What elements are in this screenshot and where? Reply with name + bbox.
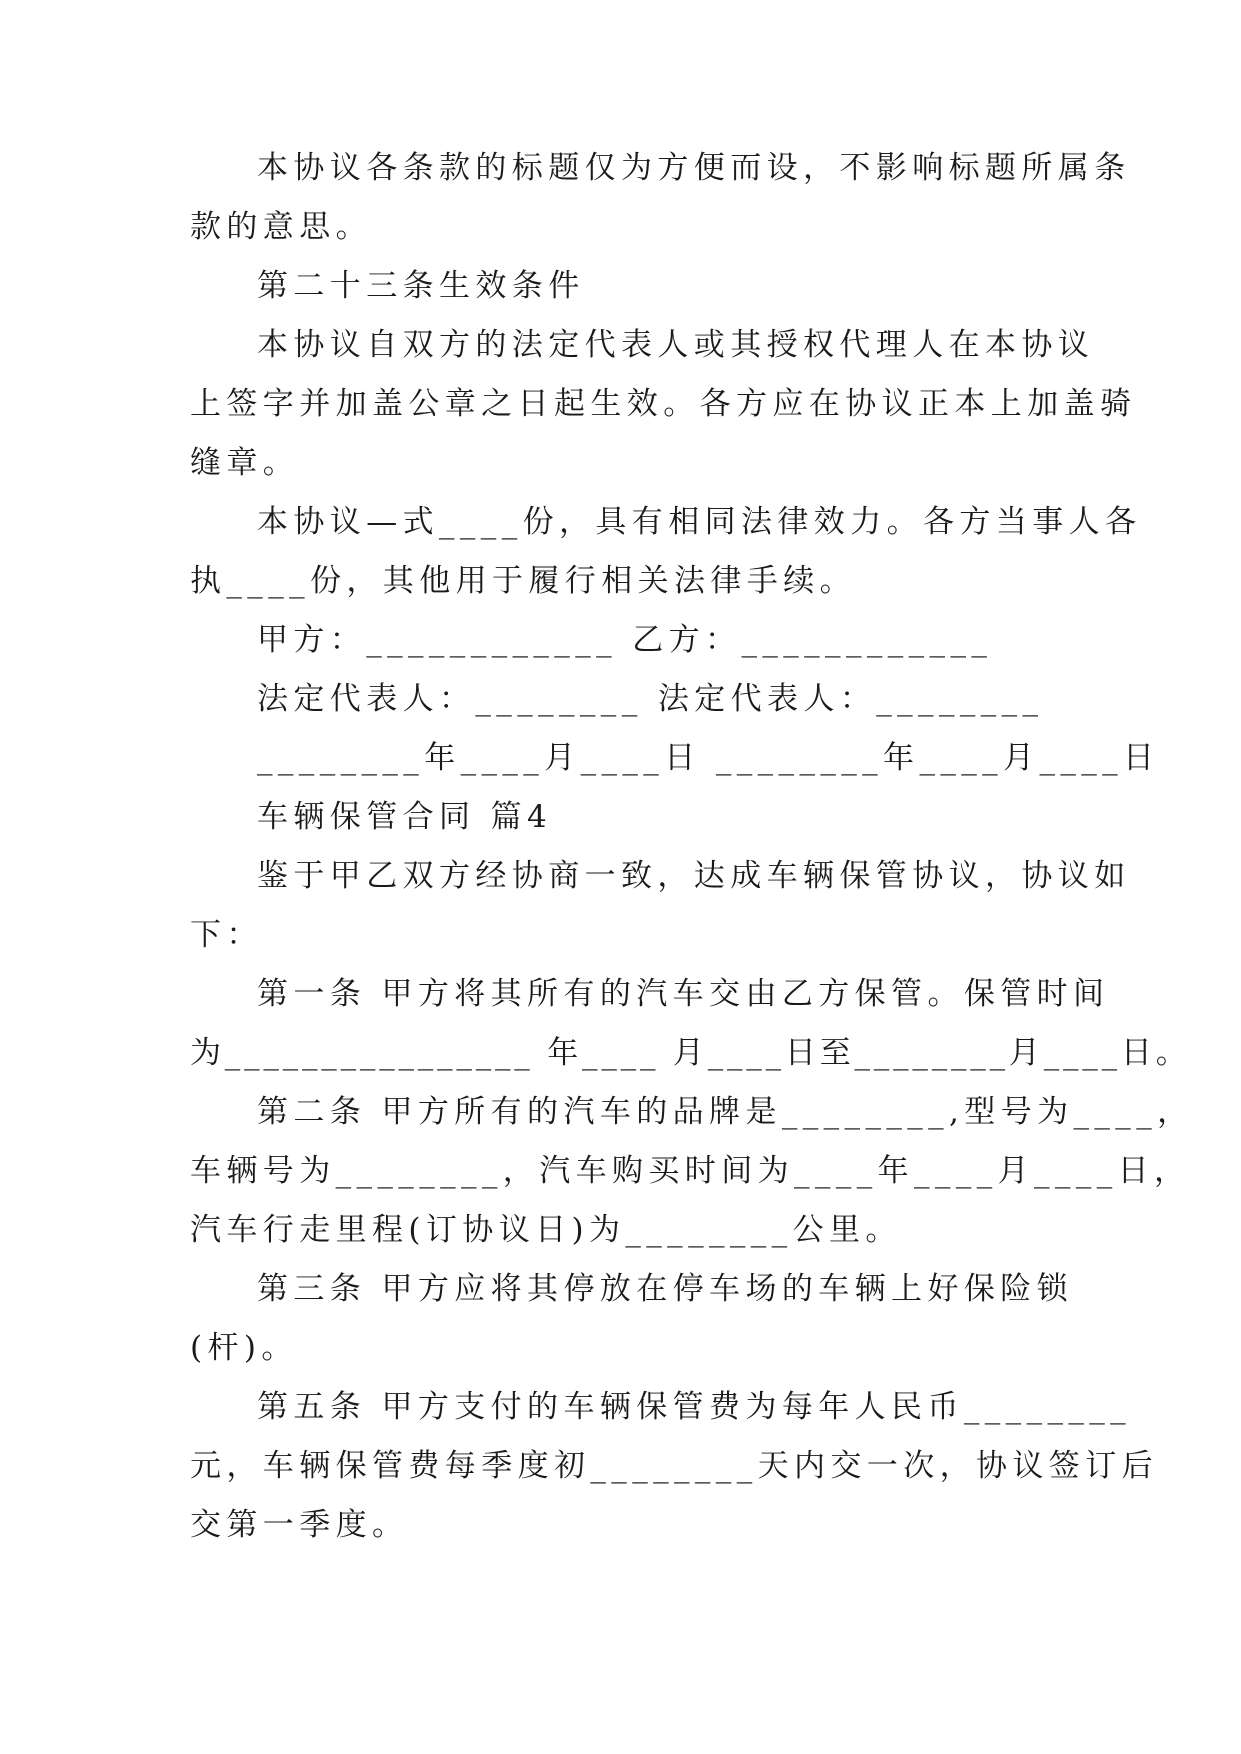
paragraph-line: 上签字并加盖公章之日起生效。各方应在协议正本上加盖骑: [190, 386, 1137, 422]
paragraph-line: 交第一季度。: [190, 1507, 409, 1543]
paragraph-line: 第三条 甲方应将其停放在停车场的车辆上好保险锁: [257, 1271, 1074, 1307]
paragraph-line: 汽车行走里程(订协议日)为________公里。: [190, 1212, 902, 1248]
paragraph-line: 为________________ 年____ 月____日至________月____日。: [190, 1035, 1191, 1071]
signature-parties-line: 甲方：____________ 乙方：____________: [257, 622, 993, 658]
clause-heading: 第二十三条生效条件: [257, 268, 585, 304]
paragraph-line: 款的意思。: [190, 209, 372, 245]
paragraph-line: 执____份，其他用于履行相关法律手续。: [190, 563, 856, 599]
section-title: 车辆保管合同 篇4: [257, 799, 553, 835]
date-line: ________年____月____日 ________年____月____日: [257, 740, 1160, 776]
paragraph-line: 本协议各条款的标题仅为方便而设，不影响标题所属条: [257, 150, 1131, 186]
paragraph-line: 车辆号为________，汽车购买时间为____年____月____日，: [190, 1153, 1191, 1189]
paragraph-line: 下：: [190, 917, 263, 953]
paragraph-line: 第二条 甲方所有的汽车的品牌是________,型号为____，: [257, 1094, 1194, 1130]
paragraph-line: 本协议—式____份，具有相同法律效力。各方当事人各: [257, 504, 1142, 540]
paragraph-line: 元，车辆保管费每季度初________天内交一次，协议签订后: [190, 1448, 1158, 1484]
paragraph-line: 第一条 甲方将其所有的汽车交由乙方保管。保管时间: [257, 976, 1110, 1012]
paragraph-line: 缝章。: [190, 445, 300, 481]
paragraph-line: (杆)。: [190, 1330, 298, 1366]
paragraph-line: 本协议自双方的法定代表人或其授权代理人在本协议: [257, 327, 1095, 363]
paragraph-line: 第五条 甲方支付的车辆保管费为每年人民币________: [257, 1389, 1132, 1425]
legal-representative-line: 法定代表人：________ 法定代表人：________: [257, 681, 1044, 717]
paragraph-line: 鉴于甲乙双方经协商一致，达成车辆保管协议，协议如: [257, 858, 1131, 894]
